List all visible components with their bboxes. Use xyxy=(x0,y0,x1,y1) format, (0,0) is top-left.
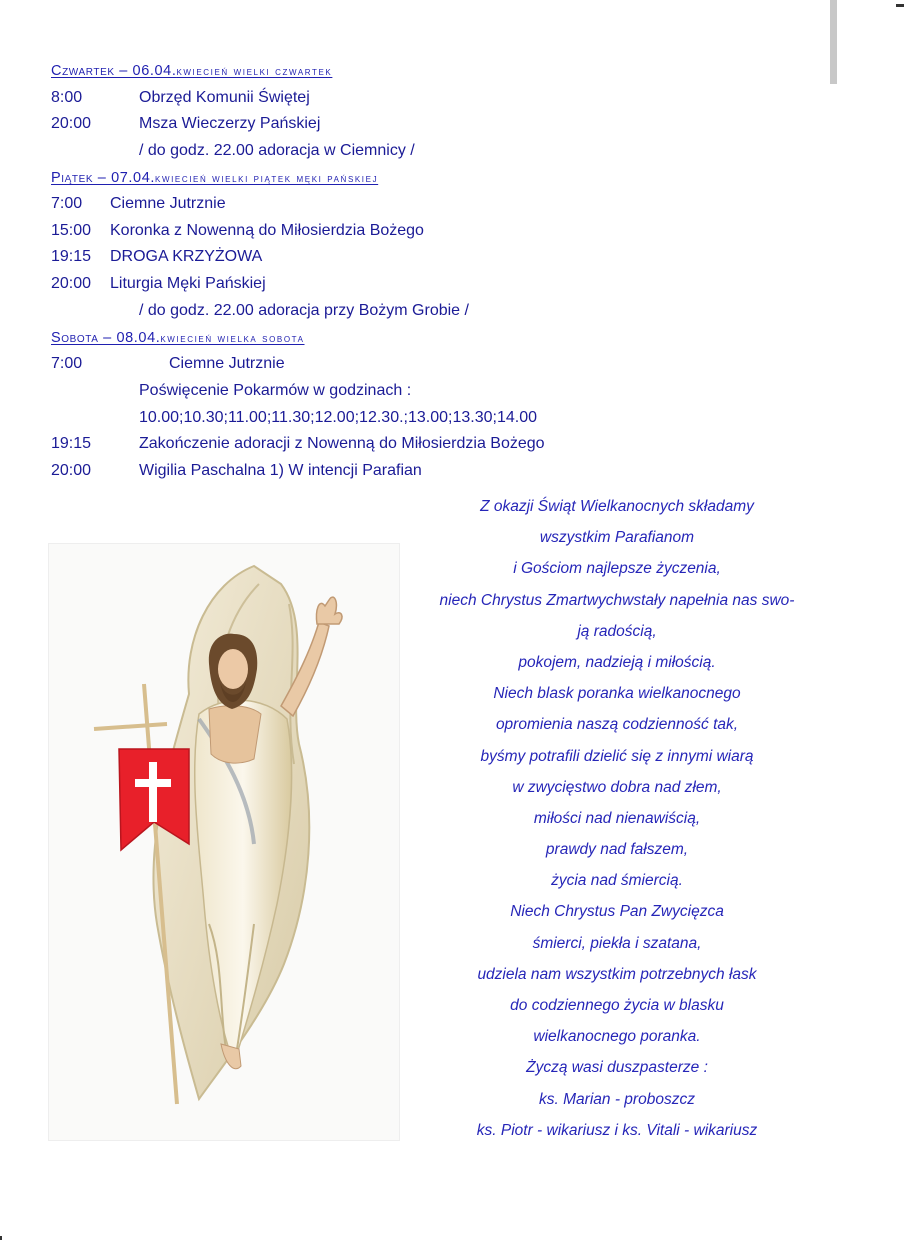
schedule-activity: Koronka z Nowenną do Miłosierdzia Bożego xyxy=(110,222,424,239)
schedule-activity: Poświęcenie Pokarmów w godzinach : xyxy=(139,382,412,399)
schedule-row xyxy=(0,382,700,404)
wish-line: udziela nam wszystkim potrzebnych łask xyxy=(477,965,757,983)
schedule-row xyxy=(0,142,700,164)
schedule-row xyxy=(0,248,700,270)
easter-wishes xyxy=(412,495,822,1150)
wish-line: ks. Piotr - wikariusz i ks. Vitali - wikariusz xyxy=(476,1121,758,1139)
schedule-activity: Ciemne Jutrznie xyxy=(169,355,285,372)
schedule-activity: Wigilia Paschalna 1) W intencji Parafian xyxy=(139,462,422,479)
schedule-row xyxy=(0,409,700,431)
wish-line: prawdy nad fałszem, xyxy=(545,841,689,859)
day-heading-title: Piątek – 07.04. xyxy=(51,170,156,186)
corner-mark xyxy=(896,4,904,7)
schedule-time: 19:15 xyxy=(51,248,92,265)
schedule-hours: 10.00;10.30;11.00;11.30;12.00;12.30.;13.00;13.30;14.00 xyxy=(139,409,537,426)
day-heading-saturday xyxy=(51,330,305,346)
schedule-row xyxy=(0,435,700,457)
risen-christ-statue-icon xyxy=(49,544,399,1140)
wish-line: Niech blask poranka wielkanocnego xyxy=(493,685,741,703)
day-heading-subtitle: kwiecień wielki czwartek xyxy=(176,66,333,78)
day-heading-friday xyxy=(51,170,378,186)
wish-line: pokojem, nadzieją i miłością. xyxy=(518,653,716,671)
schedule-time: 7:00 xyxy=(51,355,83,372)
risen-christ-image xyxy=(48,543,400,1141)
wish-line: do codziennego życia w blasku xyxy=(510,997,724,1014)
wish-line: i Gościom najlepsze życzenia, xyxy=(513,560,721,578)
schedule-note: / do godz. 22.00 adoracja przy Bożym Grobie / xyxy=(139,302,469,319)
schedule-time: 19:15 xyxy=(51,435,92,452)
edge-mark xyxy=(0,1236,2,1240)
wish-line: opromienia naszą codzienność tak, xyxy=(495,716,739,734)
day-heading-subtitle: kwiecień wielka sobota xyxy=(160,333,305,345)
schedule-activity: DROGA KRZYŻOWA xyxy=(110,248,263,265)
schedule-time: 7:00 xyxy=(51,195,83,212)
scrollbar-thumb[interactable] xyxy=(830,0,837,84)
schedule-time: 20:00 xyxy=(51,115,92,132)
day-heading-title: Sobota – 08.04. xyxy=(51,330,161,346)
wish-line: byśmy potrafili dzielić się z innymi wiarą xyxy=(480,747,754,765)
wish-line: Z okazji Świąt Wielkanocnych składamy xyxy=(480,498,754,515)
wish-line: wszystkim Parafianom xyxy=(539,529,695,547)
schedule-row xyxy=(0,195,700,217)
day-heading-thursday xyxy=(51,63,332,79)
schedule-row xyxy=(0,302,700,324)
schedule-row xyxy=(0,462,700,484)
wish-line: ją radością, xyxy=(577,622,657,640)
schedule-time: 8:00 xyxy=(51,89,83,106)
wish-line: ks. Marian - proboszcz xyxy=(539,1090,695,1108)
schedule-time: 20:00 xyxy=(51,462,92,479)
wish-line: niech Chrystus Zmartwychwstały napełnia nas swo- xyxy=(439,591,795,609)
schedule-row xyxy=(0,89,700,111)
wish-line: miłości nad nienawiścią, xyxy=(533,809,701,827)
schedule-row xyxy=(0,355,700,377)
wish-line: Życzą wasi duszpasterze : xyxy=(526,1059,708,1077)
day-heading-subtitle: kwiecień wielki piątek męki pańskiej xyxy=(155,173,379,185)
wish-line: Niech Chrystus Pan Zwycięzca xyxy=(510,903,724,921)
schedule-activity: Zakończenie adoracji z Nowenną do Miłosierdzia Bożego xyxy=(139,435,545,452)
wish-line: wielkanocnego poranka. xyxy=(533,1028,701,1046)
day-heading-title: Czwartek – 06.04. xyxy=(51,63,177,79)
wish-line: życia nad śmiercią. xyxy=(551,872,683,890)
schedule-note: / do godz. 22.00 adoracja w Ciemnicy / xyxy=(139,142,415,159)
wish-line: w zwycięstwo dobra nad złem, xyxy=(512,778,722,796)
schedule-row xyxy=(0,115,700,137)
schedule-time: 20:00 xyxy=(51,275,92,292)
schedule-row xyxy=(0,275,700,297)
schedule-activity: Ciemne Jutrznie xyxy=(110,195,226,212)
wish-line: śmierci, piekła i szatana, xyxy=(532,934,702,952)
schedule-time: 15:00 xyxy=(51,222,92,239)
schedule-activity: Obrzęd Komunii Świętej xyxy=(139,89,310,106)
schedule-activity: Msza Wieczerzy Pańskiej xyxy=(139,115,321,132)
schedule-row xyxy=(0,222,700,244)
schedule-activity: Liturgia Męki Pańskiej xyxy=(110,275,266,292)
